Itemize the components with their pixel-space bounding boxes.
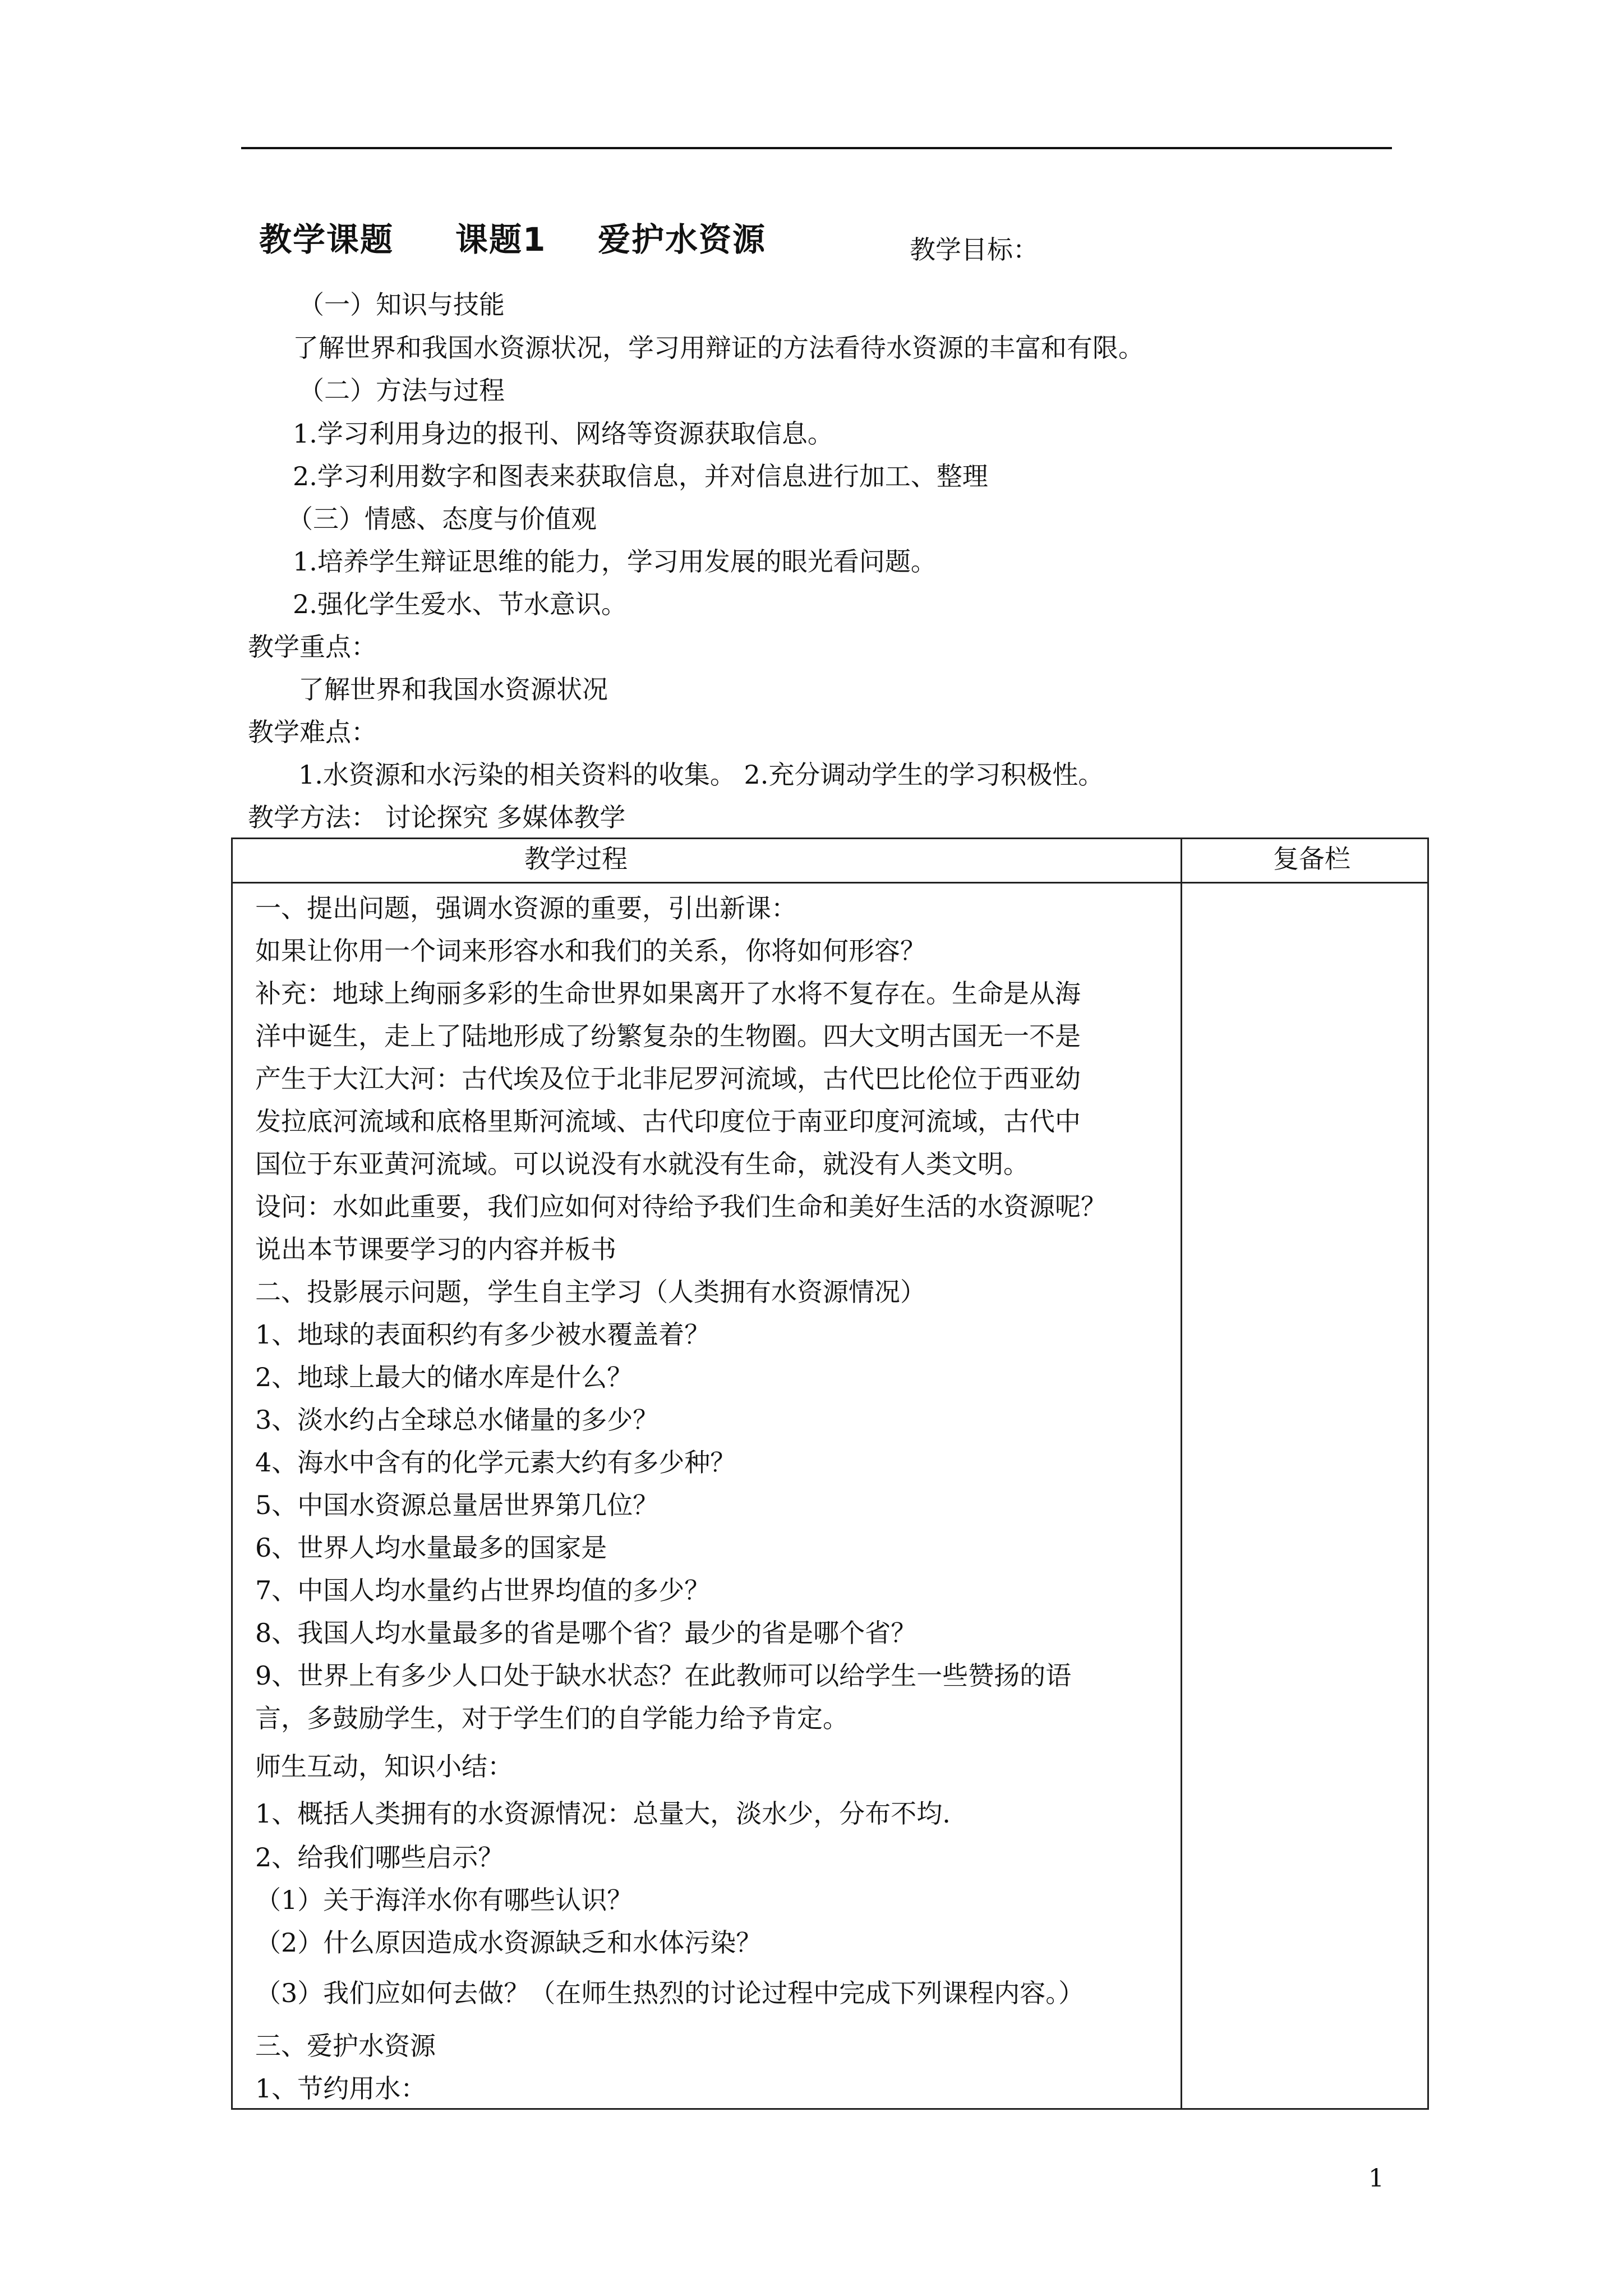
header-divider (233, 882, 1427, 884)
process-line: 补充：地球上绚丽多彩的生命世界如果离开了水将不复存在。生命是从海 (255, 978, 1081, 1009)
objective-line: 2.强化学生爱水、节水意识。 (293, 589, 627, 619)
process-line: 国位于东亚黄河流域。可以说没有水就没有生命，就没有人类文明。 (255, 1149, 1029, 1179)
lesson-title: 爱护水资源 (598, 220, 767, 259)
objective-line: （三）情感、态度与价值观 (287, 504, 597, 534)
process-line: 2、给我们哪些启示？ (255, 1842, 504, 1872)
process-line: 9、世界上有多少人口处于缺水状态？在此教师可以给学生一些赞扬的语 (255, 1660, 1072, 1691)
process-line: 说出本节课要学习的内容并板书 (255, 1234, 616, 1264)
lesson-number: 课题1 (455, 220, 547, 259)
objective-line: （二）方法与过程 (298, 375, 505, 406)
objectives-label: 教学目标： (910, 234, 1039, 265)
process-line: 7、中国人均水量约占世界均值的多少？ (255, 1575, 711, 1605)
process-line: （1）关于海洋水你有哪些认识？ (255, 1885, 633, 1915)
header-rule (241, 147, 1392, 149)
process-line: 6、世界人均水量最多的国家是 (255, 1533, 607, 1563)
header-process: 教学过程 (524, 844, 628, 874)
objective-line: 1.培养学生辩证思维的能力，学习用发展的眼光看问题。 (293, 546, 937, 577)
process-line: （2）什么原因造成水资源缺乏和水体污染？ (255, 1927, 762, 1958)
process-line: 发拉底河流域和底格里斯河流域、古代印度位于南亚印度河流域，古代中 (255, 1106, 1081, 1137)
objective-line: 2.学习利用数字和图表来获取信息，并对信息进行加工、整理 (293, 461, 988, 491)
key-points-text: 了解世界和我国水资源状况 (298, 674, 608, 705)
process-line: 师生互动，知识小结： (255, 1751, 513, 1782)
difficulties-text: 1.水资源和水污染的相关资料的收集。 2.充分调动学生的学习积极性。 (298, 760, 1104, 790)
process-line: 二、投影展示问题，学生自主学习（人类拥有水资源情况） (255, 1277, 926, 1307)
teaching-method: 教学方法： 讨论探究 多媒体教学 (248, 802, 626, 832)
process-line: 1、概括人类拥有的水资源情况：总量大，淡水少，分布不均. (255, 1798, 951, 1829)
process-line: 1、地球的表面积约有多少被水覆盖着？ (255, 1319, 711, 1350)
objective-line: 1.学习利用身边的报刊、网络等资源获取信息。 (293, 418, 833, 449)
header-notes: 复备栏 (1273, 844, 1350, 874)
process-line: 8、我国人均水量最多的省是哪个省？最少的省是哪个省？ (255, 1618, 917, 1648)
objective-line: 了解世界和我国水资源状况，学习用辩证的方法看待水资源的丰富和有限。 (293, 333, 1144, 363)
process-line: 3、淡水约占全球总水储量的多少？ (255, 1405, 659, 1435)
header-label: 教学课题 (259, 220, 394, 259)
key-points-label: 教学重点： (248, 632, 377, 662)
difficulties-label: 教学难点： (248, 717, 377, 747)
process-line: （3）我们应如何去做？（在师生热烈的讨论过程中完成下列课程内容。） (255, 1978, 1085, 2008)
process-line: 2、地球上最大的储水库是什么？ (255, 1362, 633, 1392)
process-line: 一、提出问题，强调水资源的重要，引出新课： (255, 893, 797, 923)
process-line: 言，多鼓励学生，对于学生们的自学能力给予肯定。 (255, 1703, 849, 1733)
process-line: 洋中诞生，走上了陆地形成了纷繁复杂的生物圈。四大文明古国无一不是 (255, 1021, 1081, 1051)
objective-line: （一）知识与技能 (298, 289, 505, 320)
process-line: 如果让你用一个词来形容水和我们的关系，你将如何形容？ (255, 936, 926, 966)
process-line: 1、节约用水： (255, 2073, 427, 2104)
process-line: 设问：水如此重要，我们应如何对待给予我们生命和美好生活的水资源呢？ (255, 1191, 1106, 1222)
teaching-process-table (231, 838, 1429, 2110)
process-line: 4、海水中含有的化学元素大约有多少种？ (255, 1447, 736, 1478)
process-line: 三、爱护水资源 (255, 2031, 436, 2061)
column-divider (1181, 839, 1182, 2108)
process-line: 5、中国水资源总量居世界第几位？ (255, 1490, 659, 1520)
page-number: 1 (1368, 2164, 1384, 2193)
process-line: 产生于大江大河：古代埃及位于北非尼罗河流域，古代巴比伦位于西亚幼 (255, 1064, 1081, 1094)
